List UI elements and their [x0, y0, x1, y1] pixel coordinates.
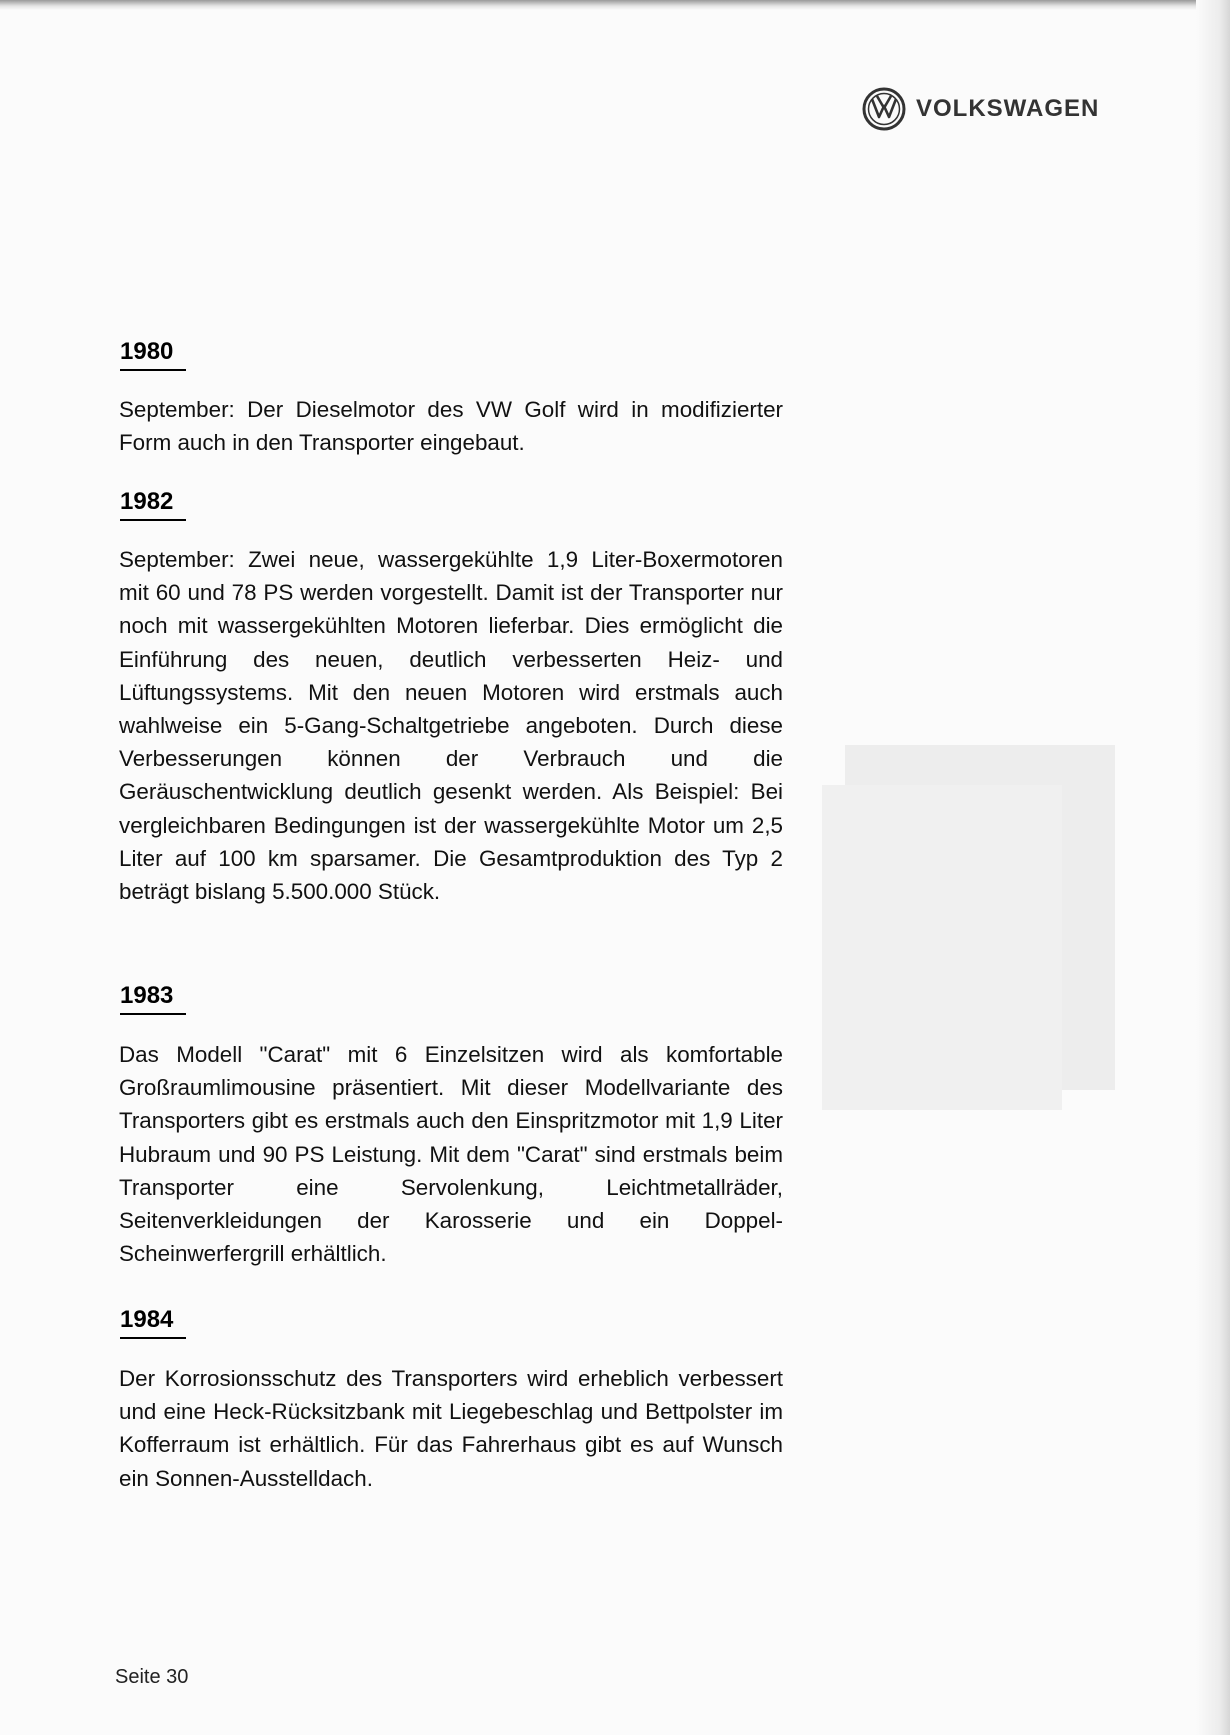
section-text-1982: September: Zwei neue, wassergekühlte 1,9 Liter-Boxermotoren mit 60 und 78 PS werden vorgestellt. Damit ist der Transporter nur noch mit wassergekühlten Motoren lieferbar. Dies ermöglicht die Einführung des neuen, deutlich verbesserten Heiz- und Lüftungssystems. Mit den neuen Motoren wird erstmals auch wahlweise ein 5-Gang-Schaltgetriebe angeboten. Durch diese Verbesserungen können der Verbrauch und die Geräuschentwicklung deutlich gesenkt werden. Als Beispiel: Bei vergleichbaren Bedingungen ist der wassergekühlte Motor um 2,5 Liter auf 100 km sparsamer. Die Gesamtproduktion des Typ 2 beträgt bislang 5.500.000 Stück. — [119, 547, 783, 905]
year-heading-1983 — [120, 982, 186, 1015]
year-underline — [120, 1013, 186, 1015]
year-heading-1980 — [120, 338, 186, 371]
scan-edge-right — [1196, 0, 1230, 1735]
section-text-1984: Der Korrosionsschutz des Transporters wird erheblich verbessert und eine Heck-Rücksitzbank mit Liegebeschlag und Bettpolster im Kofferraum ist erhältlich. Für das Fahrerhaus gibt es auf Wunsch ein Sonnen-Ausstelldach. — [119, 1366, 783, 1491]
section-text-1983: Das Modell "Carat" mit 6 Einzelsitzen wird als komfortable Großraumlimousine präsentiert. Mit dieser Modellvariante des Transporters gibt es erstmals auch den Einspritzmotor mit 1,9 Liter Hubraum und 90 PS Leistung. Mit dem "Carat" sind erstmals beim Transporter eine Servolenkung, Leichtmetallräder, Seitenverkleidungen der Karosserie und ein Doppel-Scheinwerfergrill erhältlich. — [119, 1042, 783, 1267]
year-heading-1984 — [120, 1306, 186, 1339]
volkswagen-logo — [862, 87, 1099, 131]
bleed-through-photo-shadow — [822, 785, 1062, 1110]
year-underline — [120, 369, 186, 371]
year-underline — [120, 1337, 186, 1339]
year-label: 1984 — [120, 1306, 174, 1333]
logo-wordmark: VOLKSWAGEN — [916, 95, 1100, 122]
year-label: 1982 — [120, 488, 174, 515]
year-label: 1980 — [120, 338, 174, 365]
year-label: 1983 — [120, 982, 174, 1009]
vw-emblem-icon — [862, 87, 906, 131]
section-text-1980: September: Der Dieselmotor des VW Golf wird in modifizierter Form auch in den Transporter eingebaut. — [119, 397, 783, 456]
scan-edge-top — [0, 0, 1230, 10]
year-underline — [120, 519, 186, 521]
page-number: Seite 30 — [115, 1666, 189, 1688]
year-heading-1982 — [120, 488, 186, 521]
